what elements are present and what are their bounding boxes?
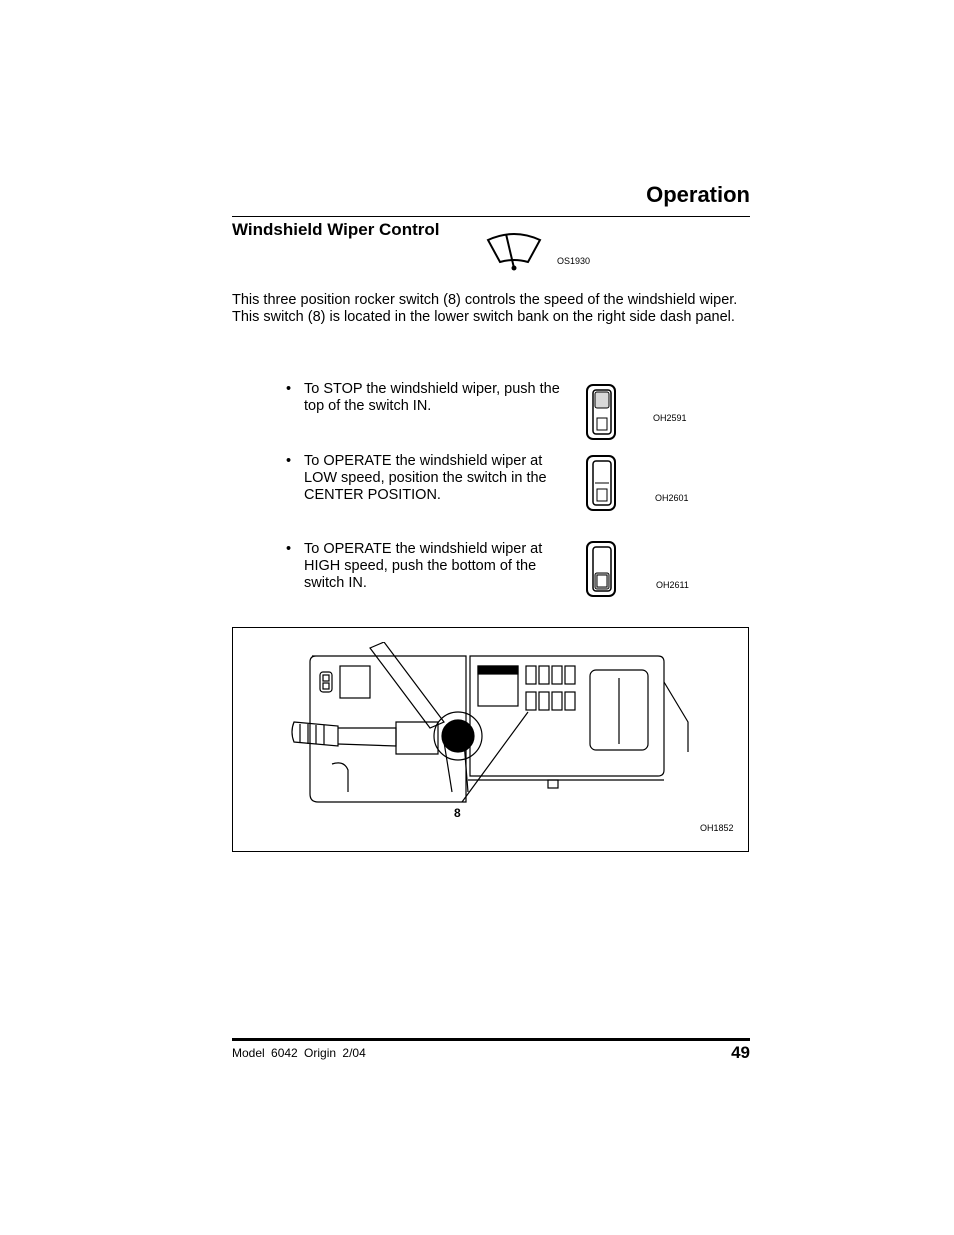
intro-paragraph: This three position rocker switch (8) controls the speed of the windshield wiper. This switch (8) is located in the lower switch bank on the right side dash panel.	[232, 292, 738, 325]
windshield-wiper-icon	[484, 226, 544, 274]
rocker-switch-high-icon	[586, 541, 616, 597]
switch-image-code: OH2591	[653, 413, 687, 423]
figure-image-code: OH1852	[700, 823, 734, 833]
bullet-marker: •	[286, 541, 292, 557]
dash-panel-illustration	[288, 642, 700, 822]
subsection-title: Windshield Wiper Control	[232, 220, 440, 239]
switch-image-code: OH2601	[655, 493, 689, 503]
rocker-switch-low-icon	[586, 455, 616, 511]
bullet-text: To STOP the windshield wiper, push the top of the switch IN.	[304, 381, 560, 414]
bullet-marker: •	[286, 381, 292, 397]
bullet-marker: •	[286, 453, 292, 469]
footer-model-info: Model 6042 Origin 2/04	[232, 1046, 366, 1060]
footer-rule	[232, 1038, 750, 1041]
section-title: Operation	[646, 182, 750, 207]
page-number: 49	[731, 1043, 750, 1062]
wiper-icon-code: OS1930	[557, 256, 591, 266]
callout-label: 8	[454, 806, 461, 820]
bullet-text: To OPERATE the windshield wiper at LOW speed, position the switch in the CENTER POSITION.	[304, 453, 547, 503]
header-rule	[232, 216, 750, 217]
bullet-text: To OPERATE the windshield wiper at HIGH speed, push the bottom of the switch IN.	[304, 541, 543, 591]
switch-image-code: OH2611	[656, 580, 689, 590]
rocker-switch-stop-icon	[586, 384, 616, 440]
